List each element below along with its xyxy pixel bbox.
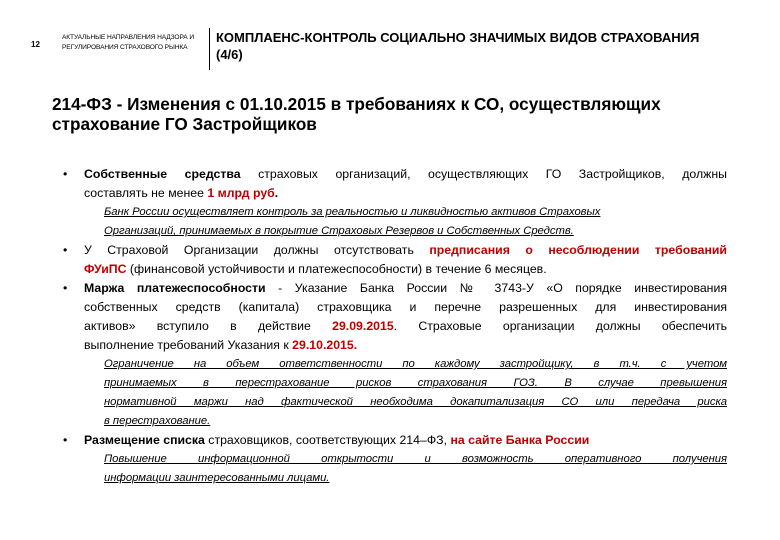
own-funds-text: страховых организаций, осуществляющих ГО Застройщиков, должны [240, 167, 727, 181]
bullet-solvency-line4 [84, 336, 727, 355]
own-funds-note-line1: Банк России осуществляет контроль за реальностью и ликвидностью активов Страховых [104, 206, 601, 218]
solvency-line4-a: выполнение требований Указания к [84, 338, 293, 352]
bullet-list-line1 [84, 431, 727, 450]
content-area [63, 165, 727, 488]
bullet-solvency-margin [63, 279, 727, 355]
solvency-note-line3: нормативной маржи над фактической необходима докапитализация СО или передача риска [104, 396, 727, 408]
prescriptions-text-b: (финансовой устойчивости и платежеспособности) в течение 6 месяцев. [126, 262, 547, 276]
own-funds-period: . [274, 186, 279, 200]
own-funds-lead: Собственные средства [84, 167, 241, 181]
bullet-solvency-line3 [84, 317, 727, 336]
solvency-line3-b: . Страховые организации должны обеспечить [393, 319, 727, 333]
prescriptions-text: У Страховой Организации должны отсутствовать [84, 243, 430, 257]
section-label-line2: РЕГУЛИРОВАНИЯ СТРАХОВОГО РЫНКА [62, 44, 188, 51]
page-number: 12 [31, 40, 40, 49]
bullet-own-funds-line1 [84, 165, 727, 184]
header-divider [209, 28, 210, 70]
solvency-lead: Маржа платежеспособности [84, 281, 266, 295]
header-title-line2: (4/6) [216, 47, 243, 62]
slide-title-line1: 214-ФЗ - Изменения с 01.10.2015 в требованиях к СО, осуществляющих [52, 94, 661, 114]
solvency-text: - Указание Банка России № 3743-У «О порядке инвестирования [265, 281, 727, 295]
own-funds-amount: 1 млрд руб [207, 186, 275, 200]
bullet-solvency-line1 [84, 279, 727, 298]
section-label-line1: АКТУАЛЬНЫЕ НАПРАВЛЕНИЯ НАДЗОРА И [62, 34, 194, 41]
list-lead: Размещение списка [84, 433, 205, 447]
solvency-note-line2: принимаемых в перестрахование рисков страхования ГОЗ. В случае превышения [104, 377, 727, 389]
list-red: на сайте Банка России [450, 433, 590, 447]
slide-title [52, 94, 752, 134]
bullet-list-publication [63, 431, 727, 450]
solvency-note-line4: в перестрахование. [104, 415, 211, 427]
bullet-prescriptions-line1 [84, 241, 727, 260]
bullet-own-funds-line2 [84, 184, 727, 203]
solvency-date1: 29.09.2015 [332, 319, 394, 333]
section-label [62, 33, 207, 53]
bullet-own-funds [63, 165, 727, 203]
own-funds-note-line2: Организаций, принимаемых в покрытие Страховых Резервов и Собственных Средств. [104, 225, 574, 237]
solvency-note-line1: Ограничение на объем ответственности по каждому застройщику, в т.ч. с учетом [104, 358, 727, 370]
list-note-line2: информации заинтересованными лицами. [104, 472, 330, 484]
bullet-prescriptions-line2 [84, 260, 727, 279]
slide-title-line2: страхование ГО Застройщиков [52, 114, 317, 134]
list-text: страховщиков, соответствующих 214–ФЗ, [204, 433, 451, 447]
solvency-date2: 29.10.2015. [292, 338, 358, 352]
solvency-line3-a: активов» вступило в действие [84, 319, 333, 333]
bullet-solvency-line2: собственных средств (капитала) страховщика и перечне разрешенных для инвестирования [84, 300, 727, 314]
prescriptions-fuips: ФУиПС [84, 262, 127, 276]
header-title [216, 29, 761, 63]
own-funds-text-b: составлять не менее [84, 186, 208, 200]
prescriptions-red: предписания о несоблюдении требований [429, 243, 727, 257]
bullet-prescriptions [63, 241, 727, 279]
list-note-line1: Повышение информационной открытости и возможность оперативного получения [104, 453, 727, 465]
header-title-line1: КОМПЛАЕНС-КОНТРОЛЬ СОЦИАЛЬНО ЗНАЧИМЫХ ВИДОВ СТРАХОВАНИЯ [216, 30, 700, 45]
